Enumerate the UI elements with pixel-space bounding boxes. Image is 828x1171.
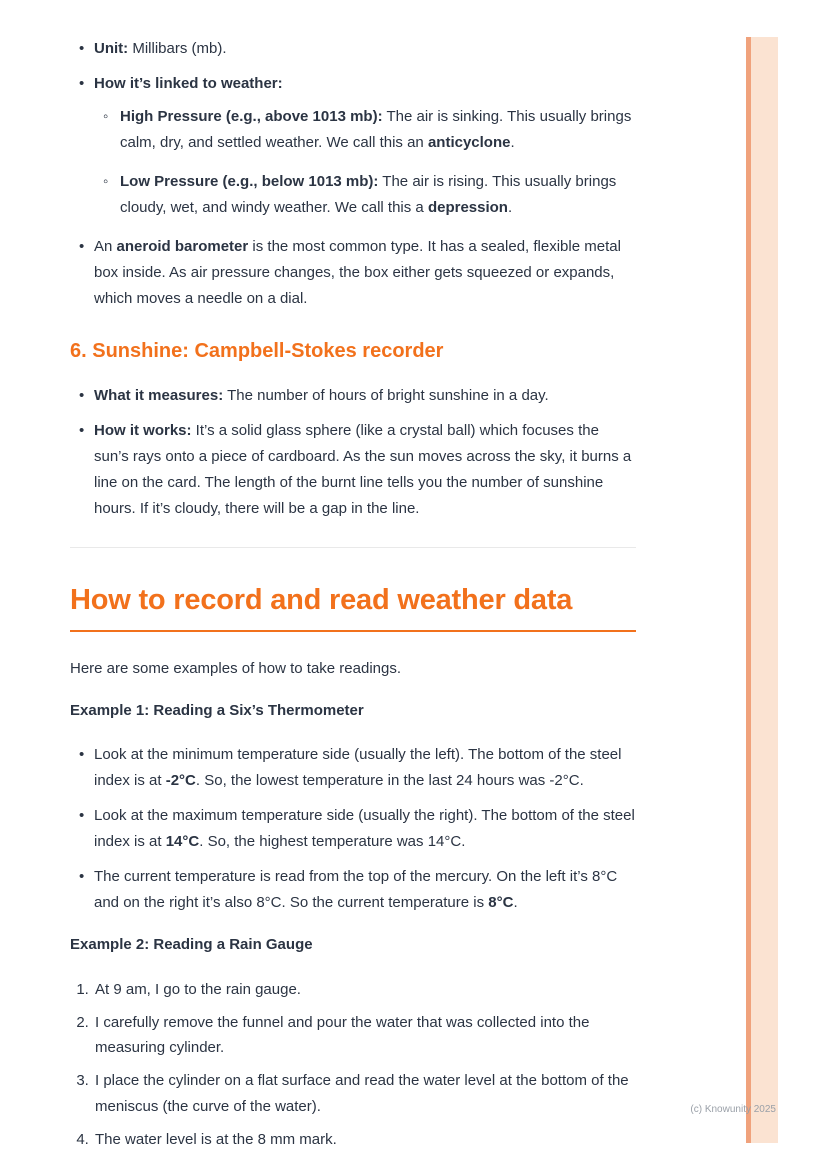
- list-item: ◦ High Pressure (e.g., above 1013 mb): The air is sinking. This usually brings calm, dry, and settled weather. We call this an anticyclone.: [120, 104, 636, 156]
- page-title: How to record and read weather data: [70, 584, 636, 632]
- numbered-list-item: 3. I place the cylinder on a flat surface and read the water level at the bottom of the meniscus (the curve of the water).: [93, 1068, 636, 1120]
- copyright-notice: (c) Knowunity 2025: [690, 1104, 776, 1115]
- example2-heading: Example 2: Reading a Rain Gauge: [70, 936, 313, 954]
- document-content: [70, 0, 636, 1160]
- page-edge-stripe: [746, 37, 778, 1143]
- example1-heading: Example 1: Reading a Six’s Thermometer: [70, 701, 364, 719]
- pressure-sub-list: [94, 104, 636, 221]
- intro-paragraph: Here are some examples of how to take readings.: [70, 660, 402, 678]
- list-item: ◦ Low Pressure (e.g., below 1013 mb): The air is rising. This usually brings cloudy, wet, and windy weather. We call this a depression.: [120, 169, 636, 221]
- list-item: [94, 71, 636, 221]
- list-item: • Look at the maximum temperature side (usually the right). The bottom of the steel index is at 14°C. So, the highest temperature was 14°C.: [94, 803, 636, 855]
- pressure-bullet-list: [70, 36, 636, 311]
- numbered-list-item: 4. The water level is at the 8 mm mark.: [93, 1127, 636, 1153]
- list-item: • Unit: Millibars (mb).: [94, 36, 636, 62]
- sunshine-bullet-list: [70, 383, 636, 522]
- list-item: • An aneroid barometer is the most common type. It has a sealed, flexible metal box inside. As air pressure changes, the box either gets squeezed or expands, which moves a needle on a dial.: [94, 234, 636, 312]
- numbered-list-item: 1. At 9 am, I go to the rain gauge.: [93, 977, 636, 1003]
- list-item-text: How it’s linked to weather:: [94, 74, 283, 92]
- list-item: • Look at the minimum temperature side (usually the left). The bottom of the steel index is at -2°C. So, the lowest temperature in the last 24 hours was -2°C.: [94, 742, 636, 794]
- list-item: • What it measures: The number of hours of bright sunshine in a day.: [94, 383, 636, 409]
- list-item: • The current temperature is read from the top of the mercury. On the left it’s 8°C and on the right it’s also 8°C. So the current temperature is 8°C.: [94, 864, 636, 916]
- list-item: • How it works: It’s a solid glass sphere (like a crystal ball) which focuses the sun’s rays onto a piece of cardboard. As the sun moves across the sky, it burns a line on the card. The length of the burnt line tells you the number of sunshine hours. If it’s cloudy, there will be a gap in the line.: [94, 418, 636, 522]
- numbered-list-item: 2. I carefully remove the funnel and pour the water that was collected into the measuring cylinder.: [93, 1010, 636, 1062]
- example2-numbered-list: [70, 977, 636, 1154]
- section-divider: [70, 547, 636, 548]
- section-heading-sunshine: 6. Sunshine: Campbell-Stokes recorder: [70, 340, 444, 363]
- example1-bullet-list: [70, 742, 636, 916]
